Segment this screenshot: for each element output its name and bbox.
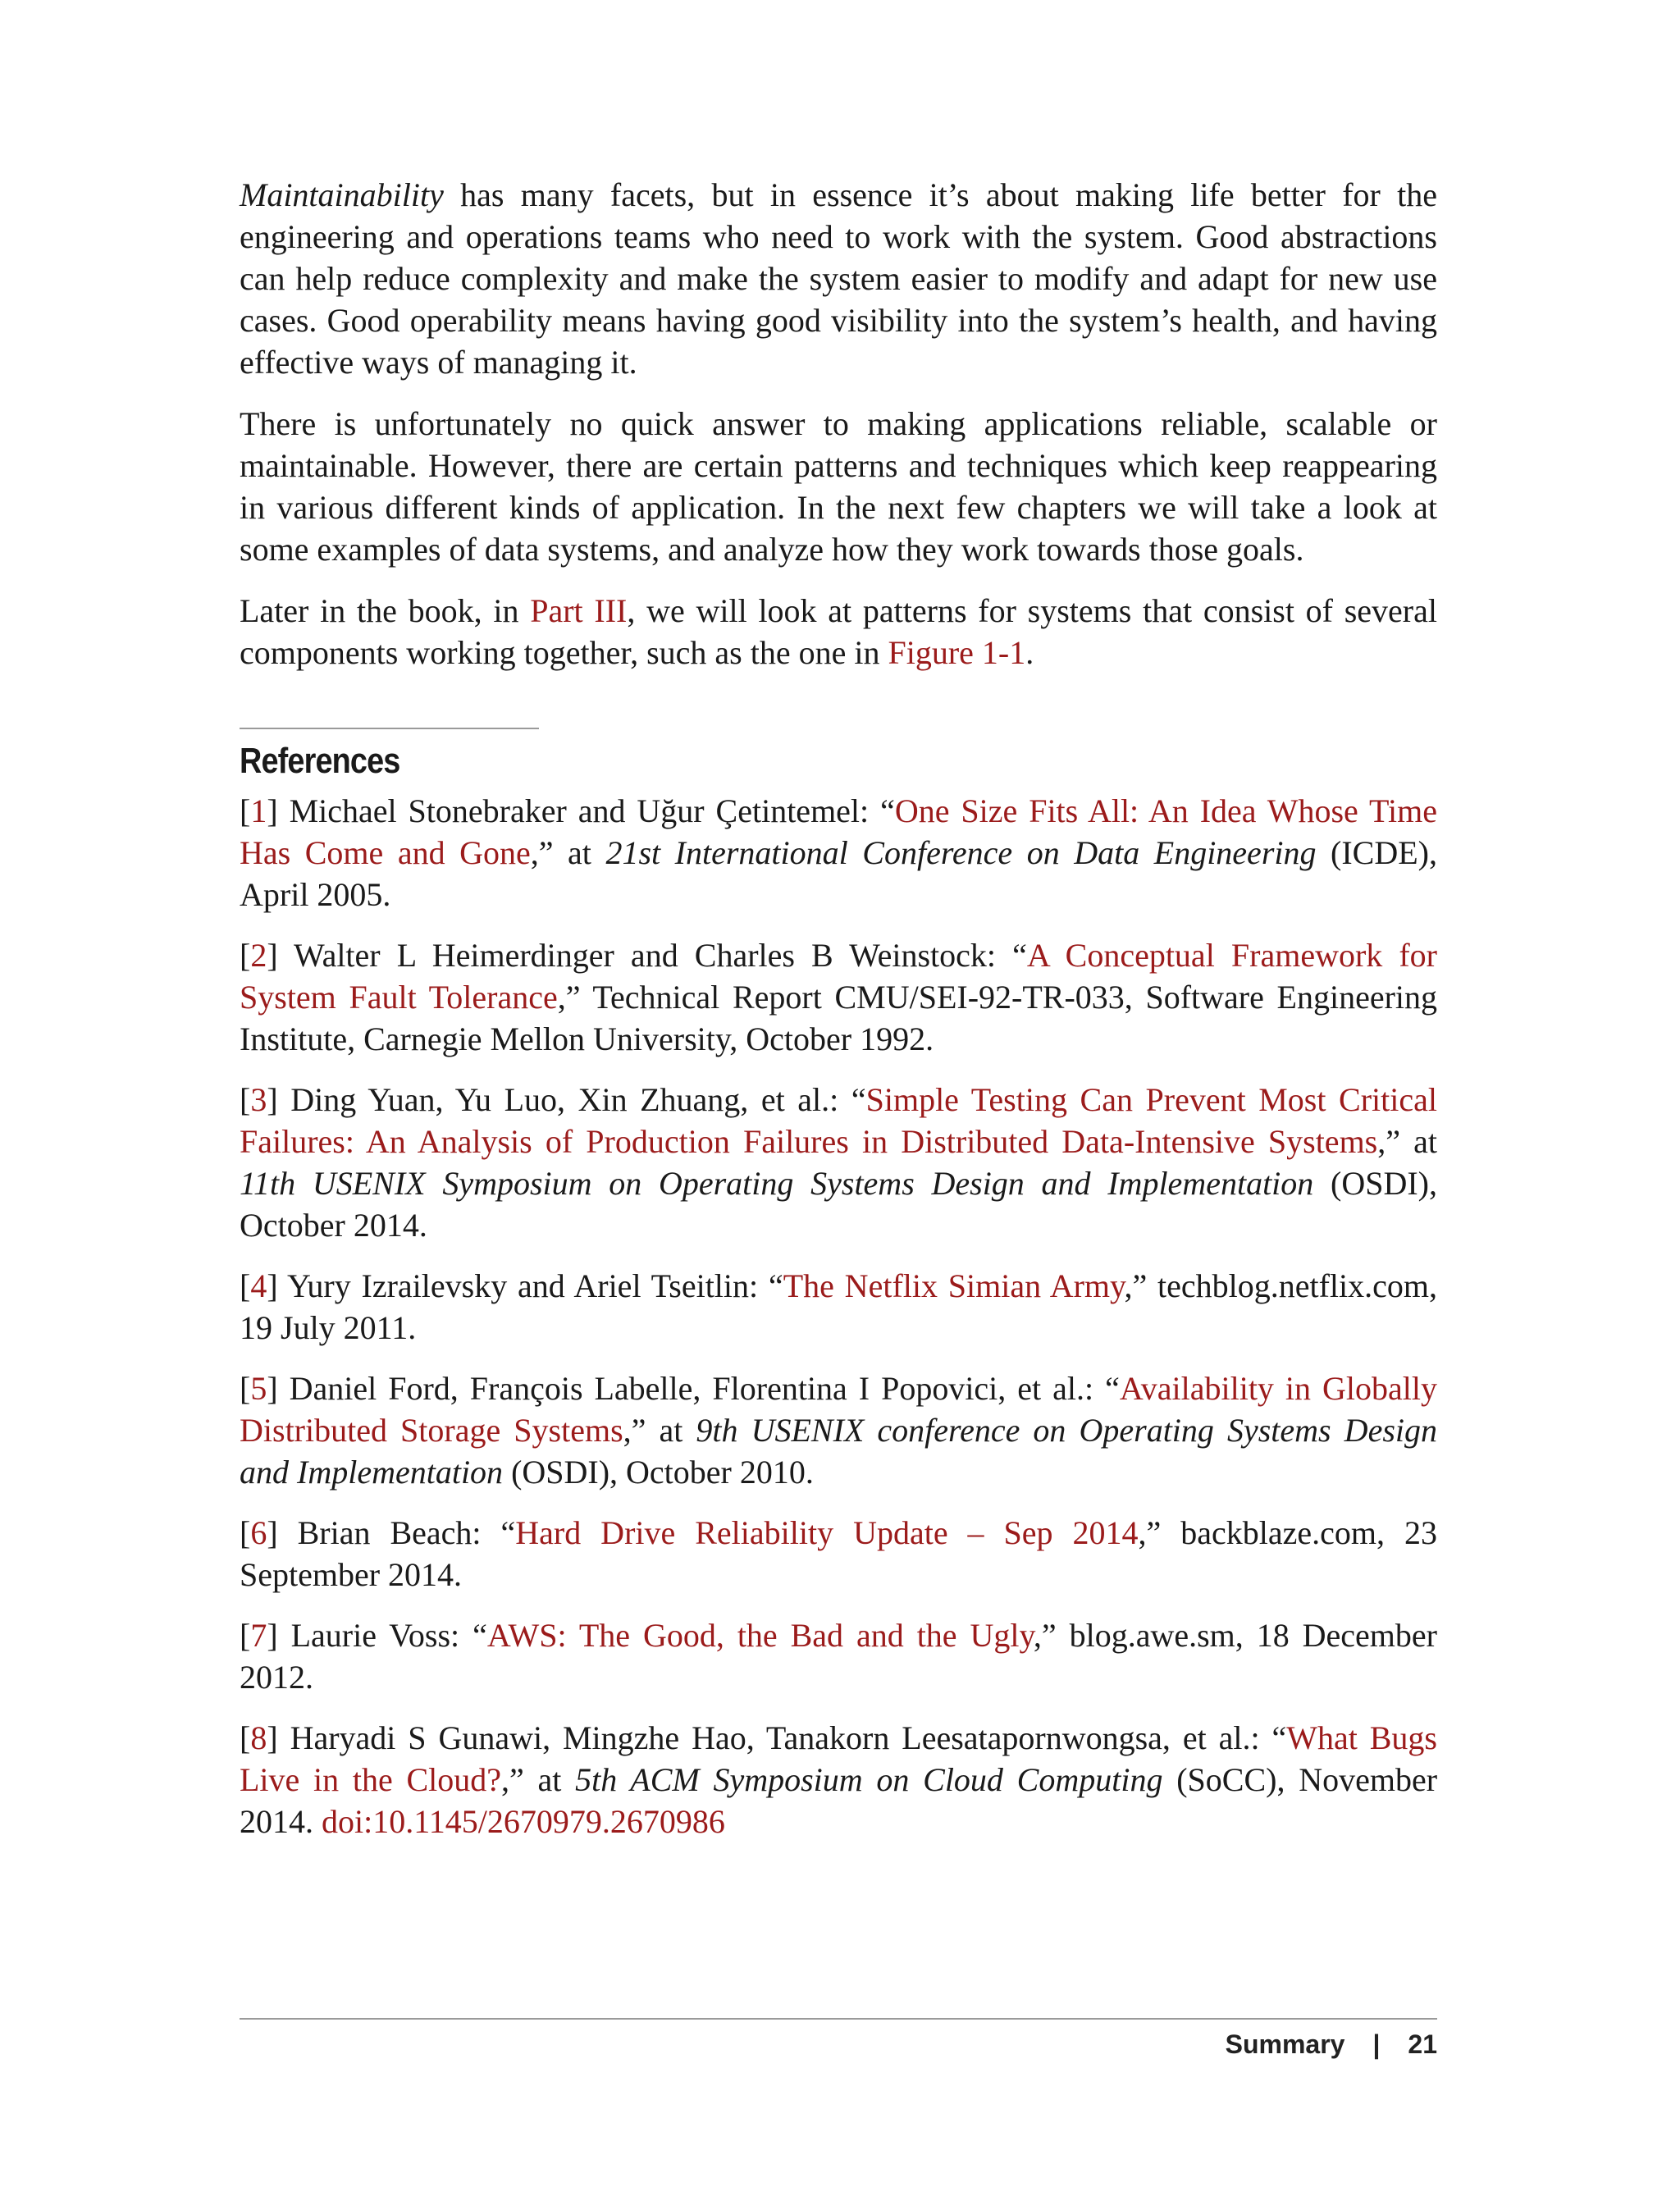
reference-title-link[interactable]: The Netflix Simian Army bbox=[783, 1267, 1125, 1304]
reference-number-link[interactable]: 1 bbox=[250, 792, 267, 829]
reference-text: ,” backblaze.com, 23 September 2014. bbox=[240, 1514, 1437, 1593]
reference-text: ,” at bbox=[623, 1412, 696, 1449]
references-heading: References bbox=[240, 741, 400, 781]
link-part-iii[interactable]: Part III bbox=[530, 592, 628, 629]
reference-text: Haryadi S Gunawi, Mingzhe Hao, Tanakorn Leesatapornwongsa, et al.: “ bbox=[290, 1719, 1287, 1756]
reference-venue: 9th USENIX conference on Operating Systems Design and Implementation bbox=[240, 1412, 1437, 1491]
reference-venue: 21st International Conference on Data Engineering bbox=[605, 834, 1317, 871]
reference-text: ,” techblog.netflix.com, 19 July 2011. bbox=[240, 1267, 1438, 1346]
page-content bbox=[240, 174, 1437, 1861]
reference-venue: 11th USENIX Symposium on Operating Systems Design and Implementation bbox=[240, 1165, 1314, 1202]
reference-number-link[interactable]: 2 bbox=[250, 937, 267, 974]
reference-item: [8] Haryadi S Gunawi, Mingzhe Hao, Tanakorn Leesatapornwongsa, et al.: “What Bugs Live in the Cloud?,” at 5th ACM Symposium on Cloud Computing (SoCC), November 2014. doi:10.1145/2670979.2670986 bbox=[240, 1719, 1438, 1840]
reference-number-link[interactable]: 6 bbox=[250, 1514, 267, 1551]
doi-link[interactable]: doi:10.1145/2670979.2670986 bbox=[322, 1803, 725, 1840]
reference-title-link[interactable]: AWS: The Good, the Bad and the Ugly bbox=[486, 1617, 1034, 1654]
reference-text: Yury Izrailevsky and Ariel Tseitlin: “ bbox=[286, 1267, 783, 1304]
reference-text: Ding Yuan, Yu Luo, Xin Zhuang, et al.: “ bbox=[290, 1081, 866, 1118]
reference-number-link[interactable]: 4 bbox=[250, 1267, 267, 1304]
reference-title-link[interactable]: A Conceptual Framework for System Fault Tolerance bbox=[240, 937, 1437, 1016]
reference-item: [3] Ding Yuan, Yu Luo, Xin Zhuang, et al.: “Simple Testing Can Prevent Most Critical Failures: An Analysis of Production Failures in Distributed Data-Intensive Systems,” at 11th USENIX Symposium on Operating Systems Design and Implementation (OSDI), October 2014. bbox=[240, 1081, 1438, 1244]
reference-text: Michael Stonebraker and Uğur Çetintemel: “ bbox=[289, 792, 895, 829]
reference-text: Laurie Voss: “ bbox=[290, 1617, 487, 1654]
paragraph-later-in-book bbox=[240, 590, 1437, 673]
reference-text: ,” at bbox=[1377, 1123, 1437, 1160]
paragraph-text: has many facets, but in essence it’s about making life better for the engineering and operations teams who need to work with the system. Good abstractions can help reduce complexity and make the system easier to modify and adapt for new use cases. Good operability means having good visibility into the system’s health, and having effective ways of managing it. bbox=[240, 176, 1437, 381]
reference-item: [7] Laurie Voss: “AWS: The Good, the Bad and the Ugly,” blog.awe.sm, 18 December 2012. bbox=[240, 1617, 1437, 1696]
footer-divider bbox=[240, 2018, 1437, 2020]
reference-item: [2] Walter L Heimerdinger and Charles B Weinstock: “A Conceptual Framework for System Fault Tolerance,” Technical Report CMU/SEI-92-TR-033, Software Engineering Institute, Carnegie Mellon University, October 1992. bbox=[240, 937, 1438, 1057]
reference-text: Daniel Ford, François Labelle, Florentina I Popovici, et al.: “ bbox=[289, 1370, 1120, 1407]
reference-item: [4] Yury Izrailevsky and Ariel Tseitlin: “The Netflix Simian Army,” techblog.netflix.com, 19 July 2011. bbox=[240, 1267, 1438, 1346]
reference-item: [5] Daniel Ford, François Labelle, Florentina I Popovici, et al.: “Availability in Globally Distributed Storage Systems,” at 9th USENIX conference on Operating Systems Design and Implementation (OSDI), October 2010. bbox=[240, 1370, 1437, 1491]
reference-text: Brian Beach: “ bbox=[297, 1514, 516, 1551]
reference-title-link[interactable]: One Size Fits All: An Idea Whose Time Has Come and Gone bbox=[240, 792, 1437, 871]
paragraph-text: Later in the book, in bbox=[240, 592, 531, 629]
footer-separator: | bbox=[1372, 2029, 1381, 2059]
reference-number-link[interactable]: 8 bbox=[250, 1719, 267, 1756]
reference-text: (ICDE), April 2005. bbox=[240, 834, 1437, 913]
footer-section-title: Summary bbox=[1225, 2029, 1345, 2059]
references-list bbox=[240, 790, 1437, 1842]
reference-text: (OSDI), October 2010. bbox=[503, 1454, 814, 1491]
reference-title-link[interactable]: Hard Drive Reliability Update – Sep 2014 bbox=[515, 1514, 1139, 1551]
reference-item: [1] Michael Stonebraker and Uğur Çetintemel: “One Size Fits All: An Idea Whose Time Has Come and Gone,” at 21st International Conference on Data Engineering (ICDE), April 2005. bbox=[240, 792, 1437, 913]
references-divider bbox=[240, 728, 539, 729]
reference-text: Walter L Heimerdinger and Charles B Weinstock: “ bbox=[294, 937, 1027, 974]
page-number: 21 bbox=[1408, 2029, 1437, 2059]
paragraph-text: , we will look at patterns for systems that consist of several components working together, such as the one in bbox=[240, 592, 1437, 671]
reference-title-link[interactable]: Availability in Globally Distributed Storage Systems bbox=[240, 1370, 1437, 1449]
reference-text: ,” at bbox=[501, 1761, 576, 1798]
link-figure-1-1[interactable]: Figure 1-1 bbox=[888, 634, 1026, 671]
paragraph-no-quick-answer: There is unfortunately no quick answer to making applications reliable, scalable or maintainable. However, there are certain patterns and techniques which keep reappearing in various different kinds of application. In the next few chapters we will take a look at some examples of data systems, and analyze how they work towards those goals. bbox=[240, 405, 1437, 568]
reference-text: (OSDI), October 2014. bbox=[240, 1165, 1437, 1244]
reference-text: ,” at bbox=[530, 834, 606, 871]
reference-number-link[interactable]: 7 bbox=[250, 1617, 267, 1654]
reference-text: (SoCC), November 2014. bbox=[240, 1761, 1438, 1840]
reference-text: ,” Technical Report CMU/SEI-92-TR-033, Software Engineering Institute, Carnegie Mellon University, October 1992. bbox=[240, 979, 1438, 1057]
reference-venue: 5th ACM Symposium on Cloud Computing bbox=[575, 1761, 1163, 1798]
term-maintainability: Maintainability bbox=[240, 176, 444, 213]
reference-number-link[interactable]: 5 bbox=[250, 1370, 267, 1407]
reference-text: ,” blog.awe.sm, 18 December 2012. bbox=[240, 1617, 1437, 1696]
reference-title-link[interactable]: What Bugs Live in the Cloud? bbox=[240, 1719, 1438, 1798]
reference-item: [6] Brian Beach: “Hard Drive Reliability Update – Sep 2014,” backblaze.com, 23 September 2014. bbox=[240, 1514, 1437, 1593]
paragraph-text: . bbox=[1025, 634, 1034, 671]
paragraph-maintainability bbox=[240, 174, 1437, 383]
page-footer bbox=[1226, 2029, 1437, 2060]
reference-number-link[interactable]: 3 bbox=[250, 1081, 267, 1118]
reference-title-link[interactable]: Simple Testing Can Prevent Most Critical Failures: An Analysis of Production Failures in Distributed Data-Intensive Systems bbox=[240, 1081, 1438, 1160]
